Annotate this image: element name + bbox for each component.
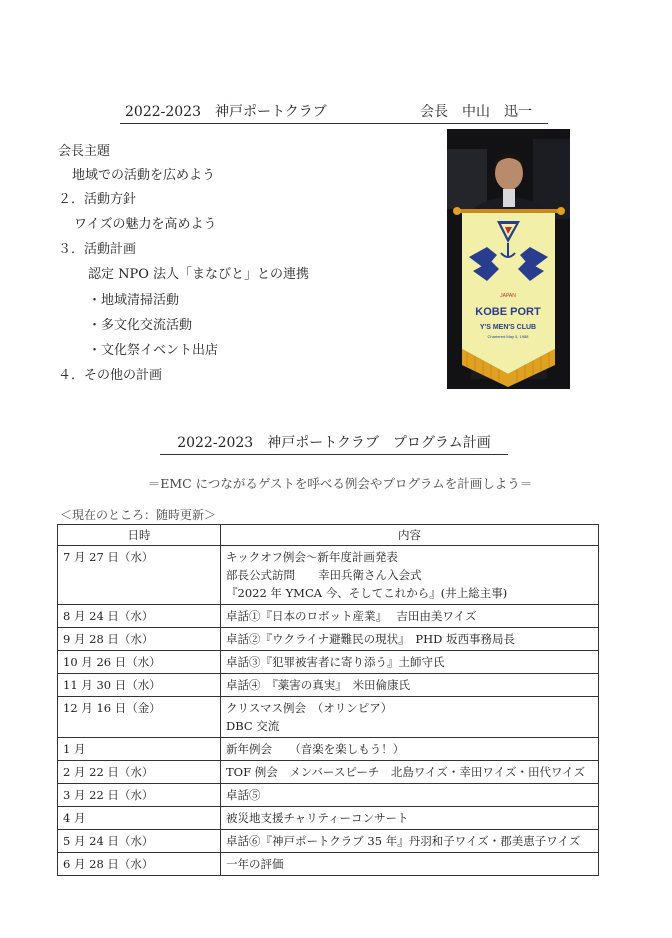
row-content <box>221 674 599 697</box>
content-line: DBC 交流 <box>226 719 280 733</box>
row-date: 9 月 28 日（水） <box>58 628 221 651</box>
activity-item: ・多文化交流活動 <box>88 318 193 333</box>
banner-photo-illustration <box>447 129 570 389</box>
column-header-date: 日時 <box>58 525 221 546</box>
row-content <box>221 761 599 784</box>
content-line: クリスマス例会 （オリンピア） <box>226 701 393 715</box>
president-photo <box>447 129 570 389</box>
content-line: キックオフ例会～新年度計画発表 <box>226 550 398 564</box>
row-content <box>221 546 599 605</box>
table-row <box>58 853 599 876</box>
content-line: 卓話③『犯罪被害者に寄り添う』土師守氏 <box>226 655 445 669</box>
other-label: ４．その他の計画 <box>58 368 163 383</box>
row-content <box>221 830 599 853</box>
update-note: ＜現在のところ：随時更新＞ <box>60 508 217 522</box>
table-row <box>58 761 599 784</box>
table-row <box>58 784 599 807</box>
content-line: 卓話⑥『神戸ポートクラブ 35 年』丹羽和子ワイズ・郡美恵子ワイズ <box>226 834 581 848</box>
row-date: 1 月 <box>58 738 221 761</box>
content-line: 卓話④ 『薬害の真実』 米田倫康氏 <box>226 678 410 692</box>
program-title: 2022-2023 神戸ポートクラブ プログラム計画 <box>160 432 508 455</box>
activity-label: ３．活動計画 <box>58 242 137 257</box>
president-name: 会長 中山 迅一 <box>420 104 532 120</box>
row-content <box>221 697 599 738</box>
row-date: 11 月 30 日（水） <box>58 674 221 697</box>
content-line: 被災地支援チャリティーコンサート <box>226 811 409 825</box>
table-row <box>58 605 599 628</box>
activity-item: ・文化祭イベント出店 <box>88 343 219 358</box>
table-row <box>58 651 599 674</box>
program-schedule-table <box>57 524 599 876</box>
content-line: TOF 例会 メンバースピーチ 北島ワイズ・幸田ワイズ・田代ワイズ <box>226 765 586 779</box>
content-line: 卓話①『日本のロボット産業』 吉田由美ワイズ <box>226 609 477 623</box>
row-date: 12 月 16 日（金） <box>58 697 221 738</box>
content-line: 『2022 年 YMCA 今、そしてこれから』(井上総主事) <box>226 586 508 600</box>
row-content <box>221 784 599 807</box>
column-header-content: 内容 <box>221 525 599 546</box>
content-line: 部長公式訪問 幸田兵衛さん入会式 <box>226 568 422 582</box>
row-date: 10 月 26 日（水） <box>58 651 221 674</box>
policy-label: ２．活動方針 <box>58 192 137 207</box>
row-content <box>221 628 599 651</box>
table-row <box>58 807 599 830</box>
theme-text: 地域での活動を広めよう <box>72 168 216 183</box>
table-row <box>58 830 599 853</box>
row-content <box>221 651 599 674</box>
row-date: 2 月 22 日（水） <box>58 761 221 784</box>
program-subtitle: ＝EMC につながるゲストを呼べる例会やプログラムを計画しよう＝ <box>147 476 533 491</box>
row-date: 7 月 27 日（水） <box>58 546 221 605</box>
table-row <box>58 628 599 651</box>
content-line: 卓話⑤ <box>226 788 261 802</box>
activity-item: ・地域清掃活動 <box>88 293 180 308</box>
club-title: 2022-2023 神戸ポートクラブ <box>125 104 327 120</box>
activity-main: 認定 NPO 法人「まなびと」との連携 <box>88 267 310 282</box>
policy-text: ワイズの魅力を高めよう <box>74 217 217 232</box>
row-content <box>221 853 599 876</box>
row-date: 8 月 24 日（水） <box>58 605 221 628</box>
theme-label: 会長主題 <box>58 144 111 159</box>
row-content <box>221 807 599 830</box>
banner-japan: JAPAN <box>500 293 516 299</box>
table-row <box>58 674 599 697</box>
row-content <box>221 605 599 628</box>
row-date: 4 月 <box>58 807 221 830</box>
table-header-row <box>58 525 599 546</box>
schedule-body <box>58 546 599 876</box>
content-line: 卓話②『ウクライナ避難民の現状』 PHD 坂西事務局長 <box>226 632 516 646</box>
row-date: 6 月 28 日（水） <box>58 853 221 876</box>
content-line: 新年例会 （音楽を楽しもう！） <box>226 742 405 756</box>
table-row <box>58 738 599 761</box>
table-row <box>58 546 599 605</box>
banner-chartered: Chartered May 5, 1988 <box>487 334 529 339</box>
banner-ys-mens-club: Y'S MEN'S CLUB <box>479 324 537 331</box>
content-line: 一年の評価 <box>226 857 284 871</box>
header-title-line <box>120 101 548 124</box>
table-row <box>58 697 599 738</box>
row-content <box>221 738 599 761</box>
banner-kobe-port: KOBE PORT <box>475 306 541 318</box>
row-date: 3 月 22 日（水） <box>58 784 221 807</box>
row-date: 5 月 24 日（水） <box>58 830 221 853</box>
